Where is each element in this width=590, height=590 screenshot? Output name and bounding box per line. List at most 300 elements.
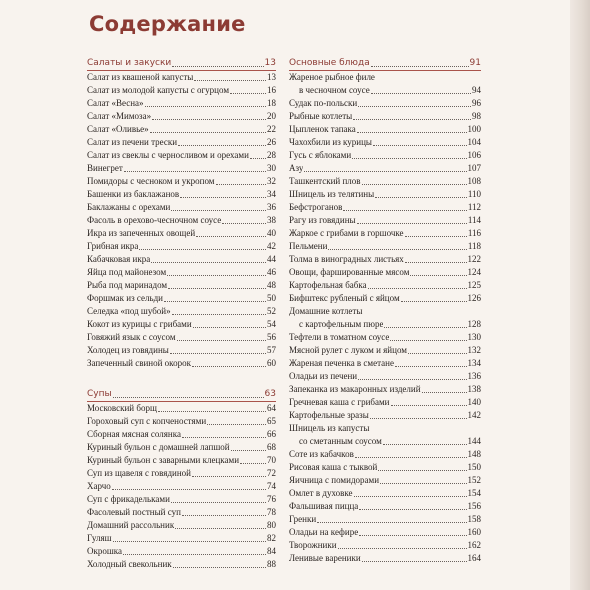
toc-entry-page: 50 <box>267 293 276 303</box>
toc-entry-page: 18 <box>267 98 276 108</box>
section-gap <box>87 370 276 389</box>
toc-entry <box>289 383 481 396</box>
dot-leader <box>222 223 266 224</box>
dot-leader <box>354 496 467 497</box>
dot-leader <box>180 197 266 198</box>
toc-entry <box>289 487 481 500</box>
toc-entry <box>289 214 481 227</box>
toc-entry <box>289 188 481 201</box>
toc-entry-title: Бифштекс рубленый с яйцом <box>289 293 400 303</box>
toc-entry <box>87 305 276 318</box>
dot-leader <box>378 470 466 471</box>
toc-entry-page: 20 <box>267 111 276 121</box>
toc-entry <box>289 357 481 370</box>
toc-entry-title: Помидоры с чесноком и укропом <box>87 176 215 186</box>
dot-leader <box>207 424 266 425</box>
toc-entry-title: Кокот из курицы с грибами <box>87 319 192 329</box>
toc-entry-page: 66 <box>267 429 276 439</box>
toc-entry-title: Цыпленок тапака <box>289 124 356 134</box>
toc-entry <box>289 539 481 552</box>
toc-entry-page: 96 <box>472 98 481 108</box>
toc-entry-title: Судак по-польски <box>289 98 358 108</box>
dot-leader <box>152 119 266 120</box>
toc-entry-page: 88 <box>267 559 276 569</box>
toc-entry-title: Холодный свекольник <box>87 559 172 569</box>
toc-entry-title: Салат «Оливье» <box>87 124 149 134</box>
toc-entry <box>87 441 276 454</box>
toc-entry <box>87 201 276 214</box>
toc-entry-page: 72 <box>267 468 276 478</box>
toc-entry-page: 128 <box>467 319 481 329</box>
toc-entry <box>87 558 276 571</box>
toc-entry-page: 110 <box>467 189 481 199</box>
section-heading-title: Салаты и закуски <box>87 58 172 68</box>
dot-leader <box>362 561 467 562</box>
toc-entry <box>87 402 276 415</box>
toc-entry <box>289 448 481 461</box>
toc-entry <box>289 110 481 123</box>
toc-entry <box>289 175 481 188</box>
section-heading <box>289 58 481 71</box>
toc-entry-page: 54 <box>267 319 276 329</box>
dot-leader <box>370 418 467 419</box>
toc-entry-page: 57 <box>267 345 276 355</box>
dot-leader <box>371 66 469 67</box>
toc-entry-page: 154 <box>467 488 481 498</box>
toc-entry <box>87 227 276 240</box>
toc-entry-page: 164 <box>467 553 481 563</box>
toc-entry <box>87 97 276 110</box>
dot-leader <box>172 66 263 67</box>
toc-entry-title: Говяжий язык с соусом <box>87 332 176 342</box>
toc-entry-title: Селедка «под шубой» <box>87 306 171 316</box>
toc-entry-page: 84 <box>267 546 276 556</box>
toc-entry-page: 28 <box>267 150 276 160</box>
toc-entry <box>87 532 276 545</box>
toc-entry-page: 36 <box>267 202 276 212</box>
toc-entry-page: 78 <box>267 507 276 517</box>
toc-entry <box>87 110 276 123</box>
dot-leader <box>182 515 266 516</box>
dot-leader <box>352 158 466 159</box>
section-heading-page: 63 <box>264 389 276 399</box>
dot-leader <box>410 275 466 276</box>
toc-entry <box>87 214 276 227</box>
toc-entry <box>87 428 276 441</box>
toc-entry <box>289 149 481 162</box>
toc-entry-title: Салат из свеклы с черносливом и орехами <box>87 150 249 160</box>
toc-entry-title: Жареное рыбное филе <box>289 72 375 82</box>
toc-entry <box>289 279 481 292</box>
toc-entry-title: Домашний рассольник <box>87 520 175 530</box>
toc-entry-title: Баклажаны с орехами <box>87 202 171 212</box>
toc-entry-title: Гречневая каша с грибами <box>289 397 390 407</box>
toc-entry-title: Картофельная бабка <box>289 280 367 290</box>
toc-entry-page: 98 <box>472 111 481 121</box>
toc-entry-page: 107 <box>467 163 481 173</box>
toc-entry-title: Тефтели в томатном соусе <box>289 332 390 342</box>
toc-entry <box>289 292 481 305</box>
toc-entry-page: 32 <box>267 176 276 186</box>
toc-entry <box>87 266 276 279</box>
dot-leader <box>368 288 467 289</box>
toc-entry-title: с картофельным пюре <box>299 319 384 329</box>
toc-entry-title: Чахохбили из курицы <box>289 137 372 147</box>
toc-entry-page: 13 <box>267 72 276 82</box>
dot-leader <box>151 262 266 263</box>
toc-entry-page: 30 <box>267 163 276 173</box>
dot-leader <box>196 236 266 237</box>
toc-entry-title: Рыбные котлеты <box>289 111 353 121</box>
toc-entry-title: Ленивые вареники <box>289 553 361 563</box>
toc-entry-page: 114 <box>467 215 481 225</box>
toc-entry <box>289 526 481 539</box>
dot-leader <box>380 483 466 484</box>
toc-entry-page: 94 <box>472 85 481 95</box>
toc-entry-page: 124 <box>467 267 481 277</box>
dot-leader <box>172 314 266 315</box>
toc-entry <box>87 71 276 84</box>
toc-entry-title: Икра из запеченных овощей <box>87 228 196 238</box>
toc-entry-title: Яичница с помидорами <box>289 475 380 485</box>
toc-entry-page: 156 <box>467 501 481 511</box>
dot-leader <box>395 366 467 367</box>
dot-leader <box>168 288 266 289</box>
dot-leader <box>240 463 266 464</box>
page-title: Содержание <box>89 12 246 36</box>
toc-entry <box>289 318 481 331</box>
dot-leader <box>178 145 266 146</box>
dot-leader <box>173 567 266 568</box>
toc-entry <box>87 480 276 493</box>
toc-entry <box>289 305 481 318</box>
section-heading <box>87 389 276 402</box>
section-heading-page: 91 <box>469 58 481 68</box>
dot-leader <box>408 353 467 354</box>
dot-leader <box>358 106 471 107</box>
toc-entry-title: Фасоль в орехово-чесночном соусе <box>87 215 222 225</box>
dot-leader <box>139 249 266 250</box>
dot-leader <box>113 541 266 542</box>
dot-leader <box>391 405 467 406</box>
dot-leader <box>338 548 467 549</box>
toc-entry <box>289 227 481 240</box>
toc-entry <box>289 201 481 214</box>
toc-entry-page: 74 <box>267 481 276 491</box>
toc-entry-title: Фасолевый постный суп <box>87 507 181 517</box>
toc-entry-title: Толма в виноградных листьях <box>289 254 404 264</box>
toc-entry-title: Суп с фрикадельками <box>87 494 170 504</box>
toc-entry-title: Куриный бульон с заварными клецками <box>87 455 240 465</box>
toc-entry <box>87 545 276 558</box>
toc-entry-title: Форшмак из сельди <box>87 293 164 303</box>
toc-entry-page: 162 <box>467 540 481 550</box>
toc-entry-page: 52 <box>267 306 276 316</box>
section-heading-page: 13 <box>264 58 276 68</box>
toc-entry <box>289 266 481 279</box>
toc-entry-title: Яйца под майонезом <box>87 267 167 277</box>
toc-entry-page: 136 <box>467 371 481 381</box>
dot-leader <box>390 340 466 341</box>
toc-entry-page: 42 <box>267 241 276 251</box>
toc-entry-title: Бефстроганов <box>289 202 343 212</box>
dot-leader <box>359 535 466 536</box>
dot-leader <box>362 184 467 185</box>
toc-entry-page: 134 <box>467 358 481 368</box>
toc-entry <box>87 292 276 305</box>
toc-entry <box>87 188 276 201</box>
toc-entry-page: 38 <box>267 215 276 225</box>
toc-entry-page: 108 <box>467 176 481 186</box>
dot-leader <box>123 554 266 555</box>
toc-entry-title: в чесночном соусе <box>299 85 370 95</box>
toc-entry <box>87 318 276 331</box>
dot-leader <box>422 392 467 393</box>
toc-entry-title: Мясной рулет с луком и яйцом <box>289 345 407 355</box>
dot-leader <box>317 522 466 523</box>
dot-leader <box>375 197 467 198</box>
dot-leader <box>167 275 266 276</box>
toc-entry-title: Пельмени <box>289 241 328 251</box>
toc-entry-title: Грибная икра <box>87 241 139 251</box>
toc-entry-title: Винегрет <box>87 163 123 173</box>
toc-entry-title: Гороховый суп с копченостями <box>87 416 207 426</box>
toc-entry-title: Кабачковая икра <box>87 254 151 264</box>
toc-entry <box>289 331 481 344</box>
dot-leader <box>383 444 467 445</box>
toc-entry-title: Салат «Весна» <box>87 98 144 108</box>
dot-leader <box>357 223 467 224</box>
toc-entry-title: Куриный бульон с домашней лапшой <box>87 442 230 452</box>
toc-entry-title: Азу <box>289 163 304 173</box>
toc-entry-title: Домашние котлеты <box>289 306 363 316</box>
toc-entry <box>289 97 481 110</box>
toc-entry <box>289 461 481 474</box>
toc-entry <box>87 506 276 519</box>
toc-entry <box>289 552 481 565</box>
dot-leader <box>358 379 466 380</box>
toc-entry <box>87 357 276 370</box>
dot-leader <box>359 509 466 510</box>
toc-entry-page: 150 <box>467 462 481 472</box>
toc-entry-page: 48 <box>267 280 276 290</box>
toc-entry-title: Творожники <box>289 540 337 550</box>
toc-entry <box>289 396 481 409</box>
dot-leader <box>401 301 467 302</box>
toc-entry-page: 16 <box>267 85 276 95</box>
section-heading-title: Основные блюда <box>289 58 370 68</box>
toc-entry-title: Ташкентский плов <box>289 176 361 186</box>
dot-leader <box>171 210 266 211</box>
toc-entry-title: Холодец из говядины <box>87 345 169 355</box>
toc-entry-page: 104 <box>467 137 481 147</box>
toc-entry-page: 118 <box>467 241 481 251</box>
dot-leader <box>192 476 266 477</box>
dot-leader <box>216 184 267 185</box>
toc-entry <box>289 240 481 253</box>
toc-entry <box>289 474 481 487</box>
toc-entry <box>87 123 276 136</box>
toc-entry <box>289 409 481 422</box>
toc-entry-title: Московский борщ <box>87 403 157 413</box>
toc-entry <box>87 331 276 344</box>
dot-leader <box>355 457 467 458</box>
toc-entry-title: Шницель из телятины <box>289 189 375 199</box>
section-heading <box>87 58 276 71</box>
toc-entry <box>87 175 276 188</box>
dot-leader <box>158 411 266 412</box>
toc-entry-page: 46 <box>267 267 276 277</box>
dot-leader <box>328 249 466 250</box>
toc-entry-page: 125 <box>467 280 481 290</box>
toc-entry-title: Салат из квашеной капусты <box>87 72 194 82</box>
dot-leader <box>384 327 466 328</box>
dot-leader <box>113 397 264 398</box>
toc-entry <box>289 123 481 136</box>
dot-leader <box>175 528 266 529</box>
toc-entry-page: 64 <box>267 403 276 413</box>
toc-entry-page: 80 <box>267 520 276 530</box>
toc-entry-page: 106 <box>467 150 481 160</box>
toc-entry-page: 56 <box>267 332 276 342</box>
toc-entry <box>87 84 276 97</box>
dot-leader <box>405 236 467 237</box>
toc-entry-title: Соте из кабачков <box>289 449 354 459</box>
toc-entry-page: 130 <box>467 332 481 342</box>
dot-leader <box>170 353 266 354</box>
toc-entry-page: 126 <box>467 293 481 303</box>
section-heading-title: Супы <box>87 389 112 399</box>
dot-leader <box>164 301 266 302</box>
dot-leader <box>343 210 466 211</box>
toc-entry-page: 68 <box>267 442 276 452</box>
toc-entry <box>87 279 276 292</box>
toc-entry-page: 100 <box>467 124 481 134</box>
toc-entry <box>289 162 481 175</box>
toc-entry-title: Оладьи на кефире <box>289 527 359 537</box>
toc-entry-page: 152 <box>467 475 481 485</box>
toc-entry <box>289 422 481 435</box>
toc-entry <box>289 136 481 149</box>
toc-entry-title: Салат «Мимоза» <box>87 111 152 121</box>
toc-entry-title: Жаркое с грибами в горшочке <box>289 228 404 238</box>
toc-entry-title: Харчо <box>87 481 111 491</box>
dot-leader <box>124 171 266 172</box>
toc-entry-page: 148 <box>467 449 481 459</box>
toc-entry <box>87 519 276 532</box>
toc-column-left <box>87 58 276 571</box>
dot-leader <box>150 132 266 133</box>
toc-entry <box>87 454 276 467</box>
toc-entry-title: Жареная печенка в сметане <box>289 358 394 368</box>
toc-entry-title: Овощи, фаршированные мясом <box>289 267 410 277</box>
toc-entry <box>87 467 276 480</box>
toc-entry-page: 144 <box>467 436 481 446</box>
toc-entry-title: Запеканка из макаронных изделий <box>289 384 421 394</box>
toc-entry-title: Салат из печени трески <box>87 137 178 147</box>
toc-entry <box>289 71 481 84</box>
toc-entry <box>289 370 481 383</box>
toc-entry-title: со сметанным соусом <box>299 436 382 446</box>
toc-entry <box>289 344 481 357</box>
toc-entry <box>87 344 276 357</box>
dot-leader <box>357 132 467 133</box>
toc-entry <box>289 435 481 448</box>
dot-leader <box>231 450 266 451</box>
toc-entry-page: 160 <box>467 527 481 537</box>
toc-entry-title: Башенки из баклажанов <box>87 189 180 199</box>
toc-entry-page: 76 <box>267 494 276 504</box>
dot-leader <box>250 158 266 159</box>
toc-entry <box>87 253 276 266</box>
toc-entry <box>87 415 276 428</box>
toc-entry-page: 140 <box>467 397 481 407</box>
toc-entry-title: Рисовая каша с тыквой <box>289 462 378 472</box>
toc-entry-page: 26 <box>267 137 276 147</box>
toc-entry-title: Гусь с яблоками <box>289 150 352 160</box>
dot-leader <box>177 340 266 341</box>
toc-entry-page: 158 <box>467 514 481 524</box>
toc-entry-title: Рагу из говядины <box>289 215 356 225</box>
toc-entry-page: 65 <box>267 416 276 426</box>
toc-entry <box>87 240 276 253</box>
toc-entry <box>289 253 481 266</box>
toc-entry <box>87 149 276 162</box>
toc-entry-page: 138 <box>467 384 481 394</box>
toc-entry-title: Оладьи из печени <box>289 371 358 381</box>
dot-leader <box>304 171 466 172</box>
toc-entry <box>87 493 276 506</box>
dot-leader <box>112 489 266 490</box>
toc-entry-page: 44 <box>267 254 276 264</box>
dot-leader <box>192 366 266 367</box>
dot-leader <box>230 93 266 94</box>
dot-leader <box>182 437 266 438</box>
toc-entry-page: 132 <box>467 345 481 355</box>
toc-entry-title: Гренки <box>289 514 317 524</box>
dot-leader <box>194 80 266 81</box>
toc-entry <box>289 500 481 513</box>
dot-leader <box>371 93 471 94</box>
dot-leader <box>405 262 467 263</box>
toc-column-right <box>289 58 481 565</box>
toc-entry-page: 142 <box>467 410 481 420</box>
toc-entry-title: Омлет в духовке <box>289 488 353 498</box>
toc-entry-title: Шницель из капусты <box>289 423 370 433</box>
toc-entry-title: Рыба под маринадом <box>87 280 168 290</box>
toc-entry-page: 34 <box>267 189 276 199</box>
toc-entry-page: 70 <box>267 455 276 465</box>
book-spine <box>570 0 590 590</box>
toc-entry-title: Суп из щавеля с говядиной <box>87 468 191 478</box>
dot-leader <box>353 119 471 120</box>
toc-entry-page: 22 <box>267 124 276 134</box>
dot-leader <box>193 327 266 328</box>
toc-entry <box>87 136 276 149</box>
dot-leader <box>145 106 266 107</box>
toc-entry-page: 40 <box>267 228 276 238</box>
toc-entry-page: 122 <box>467 254 481 264</box>
toc-entry <box>289 513 481 526</box>
toc-entry-page: 82 <box>267 533 276 543</box>
toc-entry-title: Запеченный свиной окорок <box>87 358 191 368</box>
toc-entry-title: Салат из молодой капусты с огурцом <box>87 85 230 95</box>
toc-entry-title: Гуляш <box>87 533 112 543</box>
toc-entry <box>87 162 276 175</box>
toc-entry-title: Окрошка <box>87 546 123 556</box>
toc-entry-title: Картофельные зразы <box>289 410 369 420</box>
toc-entry-page: 112 <box>467 202 481 212</box>
